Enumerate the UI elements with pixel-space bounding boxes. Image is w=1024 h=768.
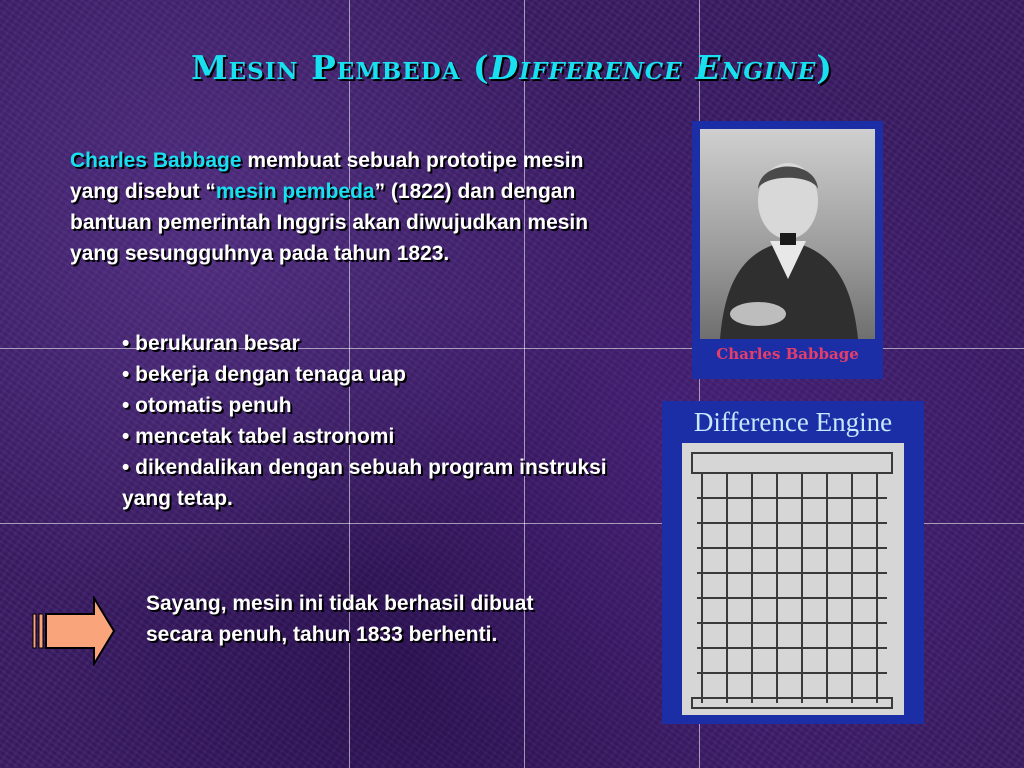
portrait-caption: Charles Babbage — [716, 345, 859, 363]
babbage-portrait — [700, 129, 875, 339]
intro-paragraph — [70, 145, 610, 269]
title-main: Mesin Pembeda ( — [191, 48, 490, 87]
title-close: ) — [816, 48, 833, 87]
intro-text-1: membuat sebuah prototipe mesin yang disebut “ — [70, 149, 584, 203]
arrow-right-icon[interactable] — [30, 596, 118, 666]
slide-title — [0, 48, 1024, 87]
list-item: • berukuran besar — [122, 332, 300, 355]
machine-diagram-icon — [682, 443, 904, 715]
note-paragraph: Sayang, mesin ini tidak berhasil dibuat secara penuh, tahun 1833 berhenti. — [146, 592, 534, 646]
engine-frame — [662, 401, 924, 724]
engine-caption: Difference Engine — [693, 407, 893, 437]
list-item: • mencetak tabel astronomi — [122, 425, 395, 448]
list-item: • bekerja dengan tenaga uap — [122, 363, 406, 386]
mesin-pembeda-term: mesin pembeda — [215, 180, 375, 203]
babbage-name: Charles Babbage — [70, 149, 242, 172]
feature-list — [122, 328, 622, 514]
title-italic: Difference Engine — [489, 48, 817, 87]
intro-text-2: ” (1822) dan dengan bantuan pemerintah Inggris akan diwujudkan mesin yang sesungguhnya pada tahun 1823. — [70, 180, 589, 265]
list-item: • otomatis penuh — [122, 394, 292, 417]
portrait-figure-icon — [700, 129, 875, 339]
portrait-frame — [692, 121, 883, 379]
list-item: • dikendalikan dengan sebuah program instruksi yang tetap. — [122, 456, 607, 510]
difference-engine-drawing — [682, 443, 904, 715]
